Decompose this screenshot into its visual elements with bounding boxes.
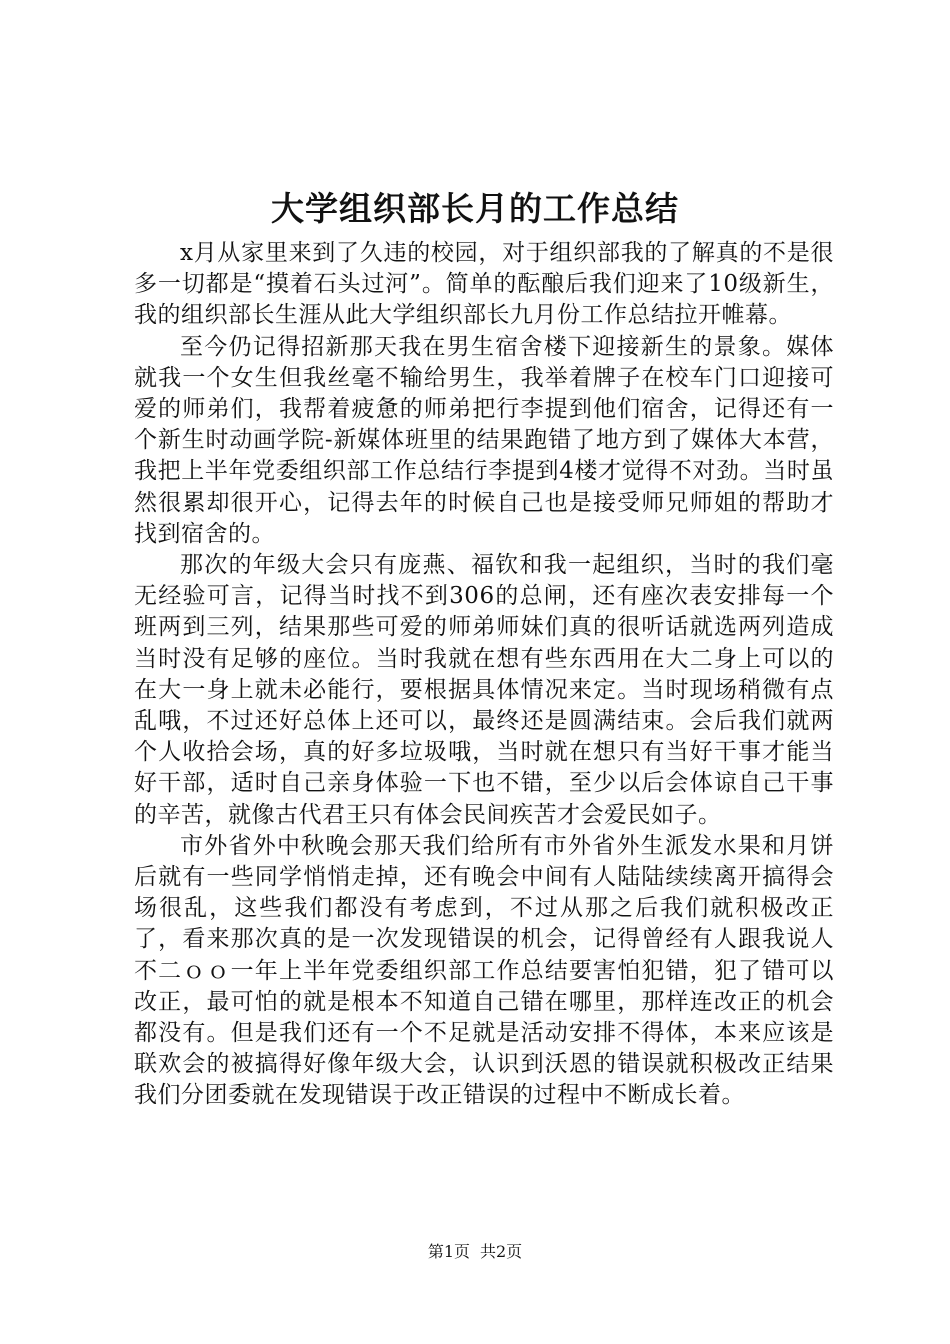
document-title: 大学组织部长月的工作总结 [271,189,679,228]
paragraph-1: x月从家里来到了久违的校园，对于组织部我的了解真的不是很多一切都是“摸着石头过河”。简单的酝酿后我们迎来了10级新生，我的组织部长生涯从此大学组织部长九月份工作总结拉开帷幕。 [134,240,834,329]
document-body [134,238,834,1112]
page-footer [0,1240,950,1264]
page-total: 共2页 [480,1242,523,1261]
paragraph-2: 至今仍记得招新那天我在男生宿舍楼下迎接新生的景象。媒体就我一个女生但我丝毫不输给男生，我举着牌子在校车门口迎接可爱的师弟们，我帮着疲惫的师弟把行李提到他们宿舍，记得还有一个新生时动画学院-新媒体班里的结果跑错了地方到了媒体大本营，我把上半年党委组织部工作总结行李提到4楼才觉得不对劲。当时虽然很累却很开心，记得去年的时候自己也是接受师兄师姐的帮助才找到宿舍的。 [134,333,834,547]
page-number: 第1页 [427,1242,470,1261]
paragraph-4: 市外省外中秋晚会那天我们给所有市外省外生派发水果和月饼后就有一些同学悄悄走掉，还有晚会中间有人陆陆续续离开搞得会场很乱，这些我们都没有考虑到，不过从那之后我们就积极改正了，看来那次真的是一次发现错误的机会，记得曾经有人跟我说人不二ｏｏ一年上半年党委组织部工作总结要害怕犯错，犯了错可以改正，最可怕的就是根本不知道自己错在哪里，那样连改正的机会都没有。但是我们还有一个不足就是活动安排不得体，本来应该是联欢会的被搞得好像年级大会，认识到沃恩的错误就积极改正结果我们分团委就在发现错误于改正错误的过程中不断成长着。 [134,832,834,1109]
paragraph-3: 那次的年级大会只有庞燕、福钦和我一起组织，当时的我们毫无经验可言，记得当时找不到306的总闸，还有座次表安排每一个班两到三列，结果那些可爱的师弟师妹们真的很听话就选两列造成当时没有足够的座位。当时我就在想有些东西用在大二身上可以的在大一身上就未必能行，要根据具体情况来定。当时现场稍微有点乱哦，不过还好总体上还可以，最终还是圆满结束。会后我们就两个人收拾会场，真的好多垃圾哦，当时就在想只有当好干事才能当好干部，适时自己亲身体验一下也不错，至少以后会体谅自己干事的辛苦，就像古代君王只有体会民间疾苦才会爱民如子。 [134,552,834,828]
